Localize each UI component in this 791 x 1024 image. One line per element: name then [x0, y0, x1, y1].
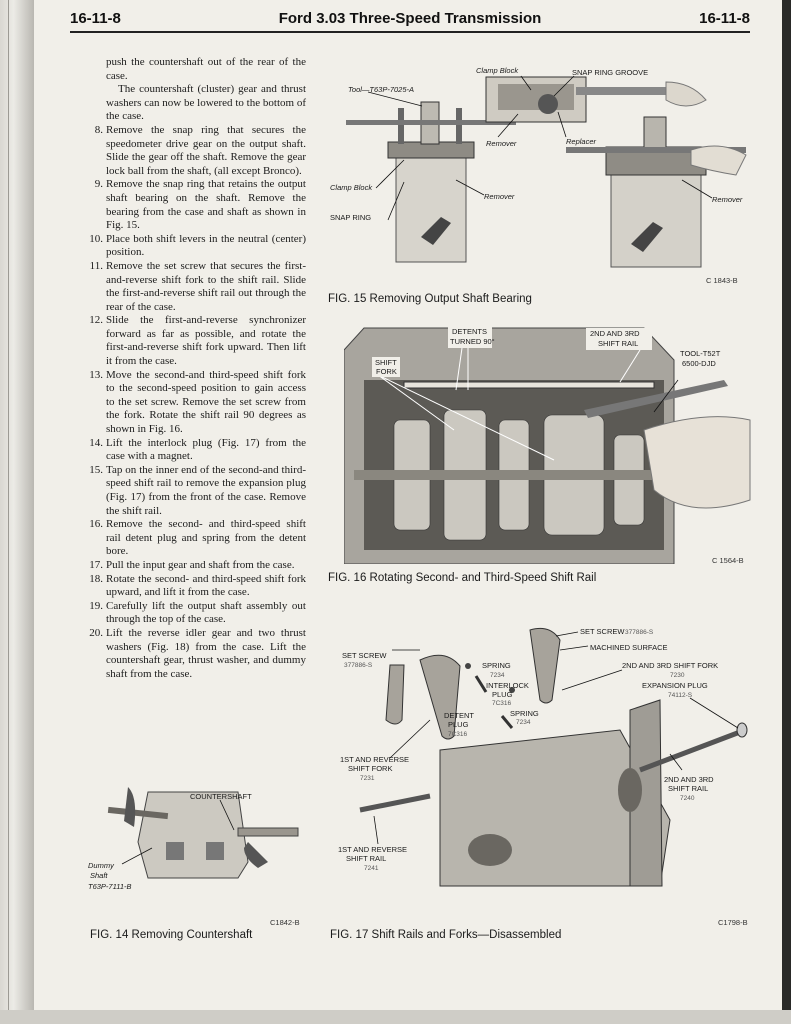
label-shift-rail: SHIFT RAIL	[598, 339, 639, 348]
label-interlock-num: 7C316	[492, 700, 512, 707]
label-replacer: Replacer	[566, 137, 597, 146]
step-text: Remove the snap ring that secures the speedometer drive gear on the output shaft. Slide the gear off the shaft. Remove the gear lock ball from the shaft, (all except Bronco).	[106, 123, 306, 177]
step-text: Remove the set screw that secures the first-and-reverse shift fork to the shift rail. Slide the first-and-reverse shift rail out through the rear of the case.	[106, 259, 306, 313]
fig17-caption: FIG. 17 Shift Rails and Forks—Disassembled	[330, 929, 562, 941]
scan-edge	[782, 0, 791, 1024]
step-text: Move the second-and third-speed shift fork to the second-speed position to gain access to the set screw. Remove the set screw from the fork. Rotate the shift rail 90 degrees as shown in Fig. 16.	[106, 368, 306, 436]
header-rule	[70, 31, 750, 33]
step-item	[86, 178, 306, 232]
label-snap-ring: SNAP RING	[330, 213, 372, 222]
step-text: Slide the first-and-reverse synchronizer forward as far as possible, and rotate the first-and-reverse shift fork upward. Then lift it from the case.	[106, 314, 306, 368]
page-number-left: 16-11-8	[70, 10, 121, 27]
step-number: 15.	[89, 463, 103, 476]
step-number: 20.	[89, 626, 103, 639]
step-number: 9.	[94, 178, 103, 191]
fig14-code: C1842-B	[270, 918, 300, 927]
fig15-caption: FIG. 15 Removing Output Shaft Bearing	[328, 293, 532, 305]
label-fork-1st-rev-num: 7231	[360, 775, 375, 782]
label-set-screw-right-num: 377886-S	[625, 629, 654, 636]
step-text: Lift the interlock plug (Fig. 17) from the case with a magnet.	[106, 436, 306, 463]
step-text: Remove the second- and third-speed shift rail detent plug and spring from the detent bore.	[106, 518, 306, 558]
step-number: 13.	[89, 368, 103, 381]
page-header	[70, 10, 750, 32]
step-number: 10.	[89, 232, 103, 245]
step-text: Lift the reverse idler gear and two thrust washers (Fig. 18) from the case. Lift the countershaft gear, thrust washer, and dummy shaft from the case.	[106, 626, 306, 680]
label-fork-1st-rev: 1ST AND REVERSE	[340, 755, 410, 764]
label-rail-1st-rev: 1ST AND REVERSE	[338, 845, 408, 854]
label-spring-num: 7234	[516, 719, 531, 726]
label-remover-2: Remover	[484, 192, 515, 201]
step-list	[86, 124, 306, 681]
technician-hand	[644, 417, 750, 508]
label-expansion-num: 74112-S	[668, 692, 693, 699]
step-item	[86, 260, 306, 314]
step-number: 16.	[89, 518, 103, 531]
label-machined-surface: MACHINED SURFACE	[590, 643, 668, 652]
label-shaft: Shaft	[90, 871, 108, 880]
step-number: 17.	[89, 558, 103, 571]
fig14-illustration	[88, 782, 308, 907]
label-remover-1: Remover	[486, 139, 517, 148]
fig14-caption: FIG. 14 Removing Countershaft	[90, 929, 253, 941]
step-item	[86, 124, 306, 178]
label-rail-1st-rev-2: SHIFT RAIL	[346, 854, 387, 863]
label-rail-2nd-3rd-num: 7240	[680, 795, 695, 802]
label-remover-3: Remover	[712, 195, 743, 204]
dummy-shaft	[238, 828, 298, 836]
label-fork-1st-rev-2: SHIFT FORK	[348, 764, 393, 773]
page-bottom-edge	[0, 1010, 791, 1024]
step-item	[86, 600, 306, 627]
label-2nd-3rd: 2ND AND 3RD	[590, 329, 640, 338]
countershaft-case	[138, 792, 248, 878]
label-fork-2nd-3rd: 2ND AND 3RD SHIFT FORK	[622, 661, 719, 670]
transmission-case-right	[611, 172, 701, 267]
page-number-right: 16-11-8	[699, 10, 750, 27]
step-item	[86, 314, 306, 368]
step-text: Pull the input gear and shaft from the case.	[106, 558, 295, 571]
label-set-screw-left-num: 377886-S	[344, 662, 373, 669]
page-title: Ford 3.03 Three-Speed Transmission	[278, 10, 542, 27]
fig17-illustration	[330, 620, 754, 890]
text-continuation: push the countershaft out of the rear of the case.	[106, 56, 306, 82]
step-item	[86, 573, 306, 600]
fig16-caption: FIG. 16 Rotating Second- and Third-Speed Shift Rail	[328, 572, 597, 584]
step-item	[86, 369, 306, 437]
label-detent-num: 7C316	[448, 731, 468, 738]
step-number: 14.	[89, 436, 103, 449]
label-spring: SPRING	[510, 709, 539, 718]
step-number: 8.	[94, 123, 103, 136]
label-turned-90: TURNED 90°	[450, 337, 495, 346]
label-interlock-plug: PLUG	[492, 690, 513, 699]
label-fork: FORK	[376, 367, 397, 376]
step-text: Tap on the inner end of the second-and third-speed shift rail to remove the expansion plug (Fig. 17) from the front of the case. Remove the shift rail.	[106, 463, 306, 517]
page-gutter	[0, 0, 34, 1024]
label-detents: DETENTS	[452, 327, 488, 336]
label-expansion-plug: EXPANSION PLUG	[642, 681, 708, 690]
step-item	[86, 233, 306, 260]
step-item	[86, 437, 306, 464]
procedure-text	[86, 56, 306, 681]
label-dummy: Dummy	[88, 861, 114, 870]
label-spring-top: SPRING	[482, 661, 511, 670]
label-countershaft: COUNTERSHAFT	[190, 792, 252, 801]
fig15-illustration	[326, 62, 754, 272]
fig16-code: C 1564-B	[712, 556, 744, 565]
text-paragraph: The countershaft (cluster) gear and thrust washers can now be lowered to the bottom of the case.	[106, 83, 306, 123]
fig16-illustration	[344, 320, 754, 564]
label-tool-t52t: TOOL-T52T	[680, 349, 721, 358]
label-tool-number: T63P-7111-B	[88, 882, 132, 891]
step-text: Rotate the second- and third-speed shift fork upward, and lift it from the case.	[106, 572, 306, 599]
label-rail-2nd-3rd-2: SHIFT RAIL	[668, 784, 709, 793]
step-item	[86, 464, 306, 518]
label-detent: DETENT	[444, 711, 474, 720]
label-interlock: INTERLOCK	[486, 681, 529, 690]
transmission-case-left	[396, 157, 466, 262]
label-tool: Tool—T63P-7025-A	[348, 85, 415, 94]
label-rail-2nd-3rd: 2ND AND 3RD	[664, 775, 714, 784]
step-text: Remove the snap ring that retains the output shaft bearing on the shaft. Remove the bearing from the case and shaft as shown in Fig. 15.	[106, 178, 306, 232]
step-text: Place both shift levers in the neutral (center) position.	[106, 232, 306, 259]
label-detent-plug: PLUG	[448, 720, 469, 729]
fig17-code: C1798-B	[718, 918, 748, 927]
label-rail-1st-rev-num: 7241	[364, 865, 379, 872]
step-number: 19.	[89, 599, 103, 612]
label-set-screw-left: SET SCREW	[342, 651, 387, 660]
step-item	[86, 627, 306, 681]
step-item	[86, 559, 306, 573]
label-snap-ring-groove: SNAP RING GROOVE	[572, 68, 649, 77]
step-item	[86, 518, 306, 559]
label-clamp-block-left: Clamp Block	[330, 183, 373, 192]
step-number: 12.	[89, 314, 103, 327]
step-text: Carefully lift the output shaft assembly out through the top of the case.	[106, 599, 306, 626]
step-number: 11.	[89, 259, 103, 272]
label-tool-num: 6500-DJD	[682, 359, 716, 368]
label-fork-2nd-3rd-num: 7230	[670, 672, 685, 679]
step-number: 18.	[89, 572, 103, 585]
label-spring-top-num: 7234	[490, 672, 505, 679]
label-shift: SHIFT	[375, 358, 397, 367]
label-set-screw-right: SET SCREW	[580, 627, 625, 636]
label-clamp-block-top: Clamp Block	[476, 66, 519, 75]
fig15-code: C 1843-B	[706, 276, 738, 285]
